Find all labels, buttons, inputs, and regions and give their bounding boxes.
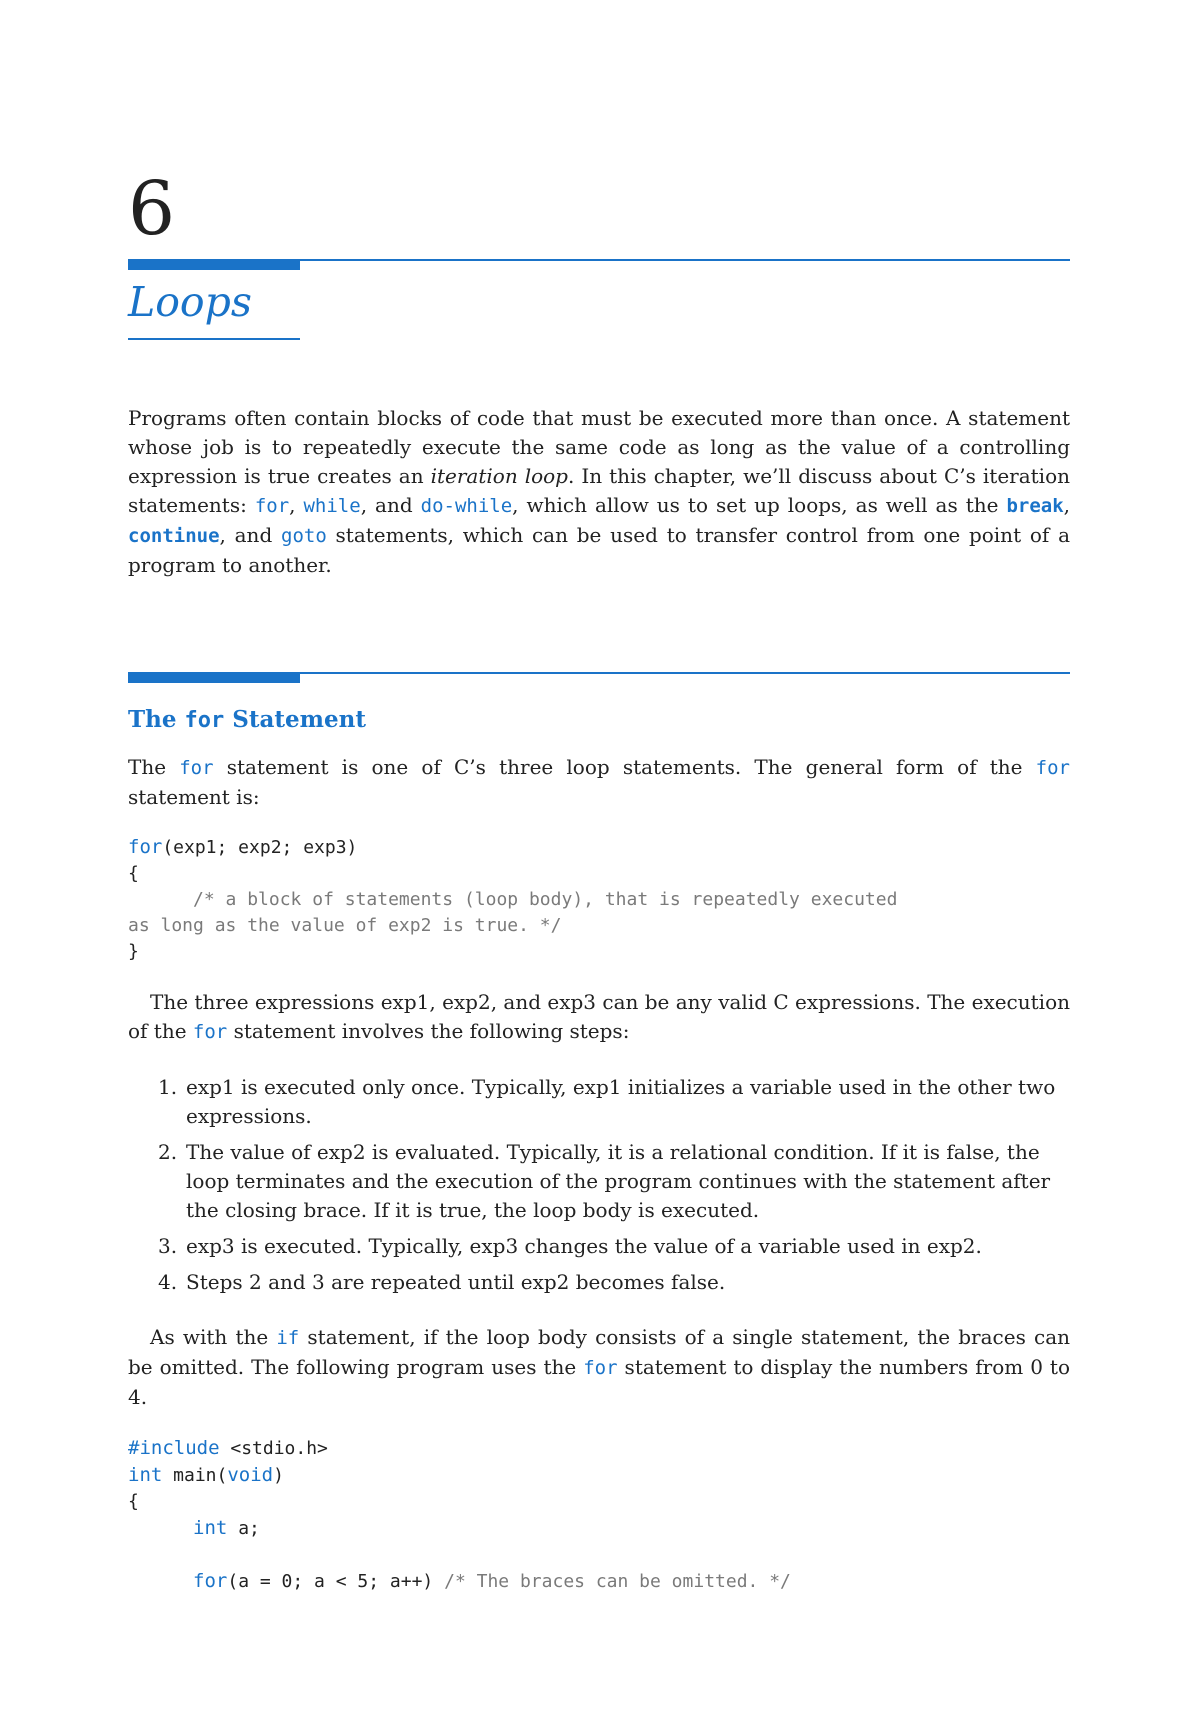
intro-paragraph — [128, 404, 1070, 580]
keyword-do-while: do-while — [420, 495, 513, 517]
steps-list — [128, 1073, 1070, 1304]
keyword-break: break — [1006, 495, 1064, 517]
keyword-for: for — [1035, 757, 1070, 779]
expressions-paragraph: The three expressions exp1, exp2, and exp3 can be any valid C expressions. The execution of the for statement involves the following steps: — [128, 990, 1070, 1043]
chapter-rule-thin — [300, 259, 1070, 261]
list-item: 4. Steps 2 and 3 are repeated until exp2 becomes false. — [158, 1270, 726, 1294]
code-comment: /* The braces can be omitted. */ — [444, 1571, 791, 1592]
code-keyword: for — [193, 1570, 228, 1592]
section-title-keyword: for — [184, 708, 225, 733]
chapter-number: 6 — [128, 166, 176, 252]
intro-text-4: statements, which can be used to transfer control from one point of a program to another. — [128, 523, 1070, 577]
intro-sep-4: , and — [219, 523, 282, 547]
intro-text-3: , which allow us to set up loops, as well as the — [512, 493, 1007, 517]
code-keyword: int — [193, 1517, 228, 1539]
keyword-if: if — [276, 1327, 300, 1349]
list-item: 2. The value of exp2 is evaluated. Typically, it is a relational condition. If it is false, the loop terminates and the execution of the program continues with the statement after the closing brace. If it is true, the loop body is executed. — [158, 1140, 1051, 1222]
keyword-for: for — [583, 1357, 618, 1379]
code-keyword: for — [128, 836, 163, 858]
keyword-for: for — [192, 1021, 228, 1043]
intro-emphasis: iteration loop — [430, 464, 568, 488]
code-block-example: #include <stdio.h> int main(void) { int a; for(a = 0; a < 5; a++) /* The braces can be omitted. */ — [128, 1437, 791, 1592]
section-rule-thick — [128, 672, 300, 683]
code-keyword: int — [128, 1464, 163, 1486]
code-comment: /* a block of statements (loop body), that is repeatedly executed — [128, 889, 898, 910]
section-title: The for Statement — [128, 706, 366, 733]
section-rule-thin — [300, 672, 1070, 674]
code-block-general-form: for(exp1; exp2; exp3) { /* a block of statements (loop body), that is repeatedly executed as long as the value of exp2 is true. */ } — [128, 836, 898, 962]
keyword-while: while — [303, 495, 361, 517]
chapter-rule-thick — [128, 259, 300, 270]
for-intro-paragraph: The for statement is one of C’s three loop statements. The general form of the for statement is: — [128, 755, 1070, 809]
list-item: 1. exp1 is executed only once. Typically, exp1 initializes a variable used in the other two expressions. — [158, 1075, 1056, 1128]
list-item: 3. exp3 is executed. Typically, exp3 changes the value of a variable used in exp2. — [158, 1234, 982, 1258]
chapter-title: Loops — [128, 278, 252, 326]
intro-text-2: . In this chapter, we’ll discuss about C’s iteration statements: — [128, 464, 1070, 517]
intro-sep-3: , — [1063, 493, 1071, 517]
keyword-continue: continue — [128, 525, 220, 547]
code-keyword: #include — [128, 1437, 220, 1459]
if-braces-paragraph: As with the if statement, if the loop body consists of a single statement, the braces can be omitted. The following program uses the for statement to display the numbers from 0 to 4. — [128, 1325, 1070, 1409]
code-comment: as long as the value of exp2 is true. */ — [128, 915, 562, 936]
chapter-title-underline — [128, 338, 300, 340]
keyword-for: for — [254, 495, 290, 517]
keyword-goto: goto — [281, 525, 327, 547]
intro-sep-1: , — [289, 493, 304, 517]
intro-text-1: Programs often contain blocks of code that must be executed more than once. A statement whose job is to repeatedly execute the same code as long as the value of a controlling expression is true creates an — [128, 406, 1070, 488]
code-keyword: void — [227, 1464, 274, 1486]
keyword-for: for — [179, 757, 214, 779]
intro-sep-2: , and — [360, 493, 421, 517]
